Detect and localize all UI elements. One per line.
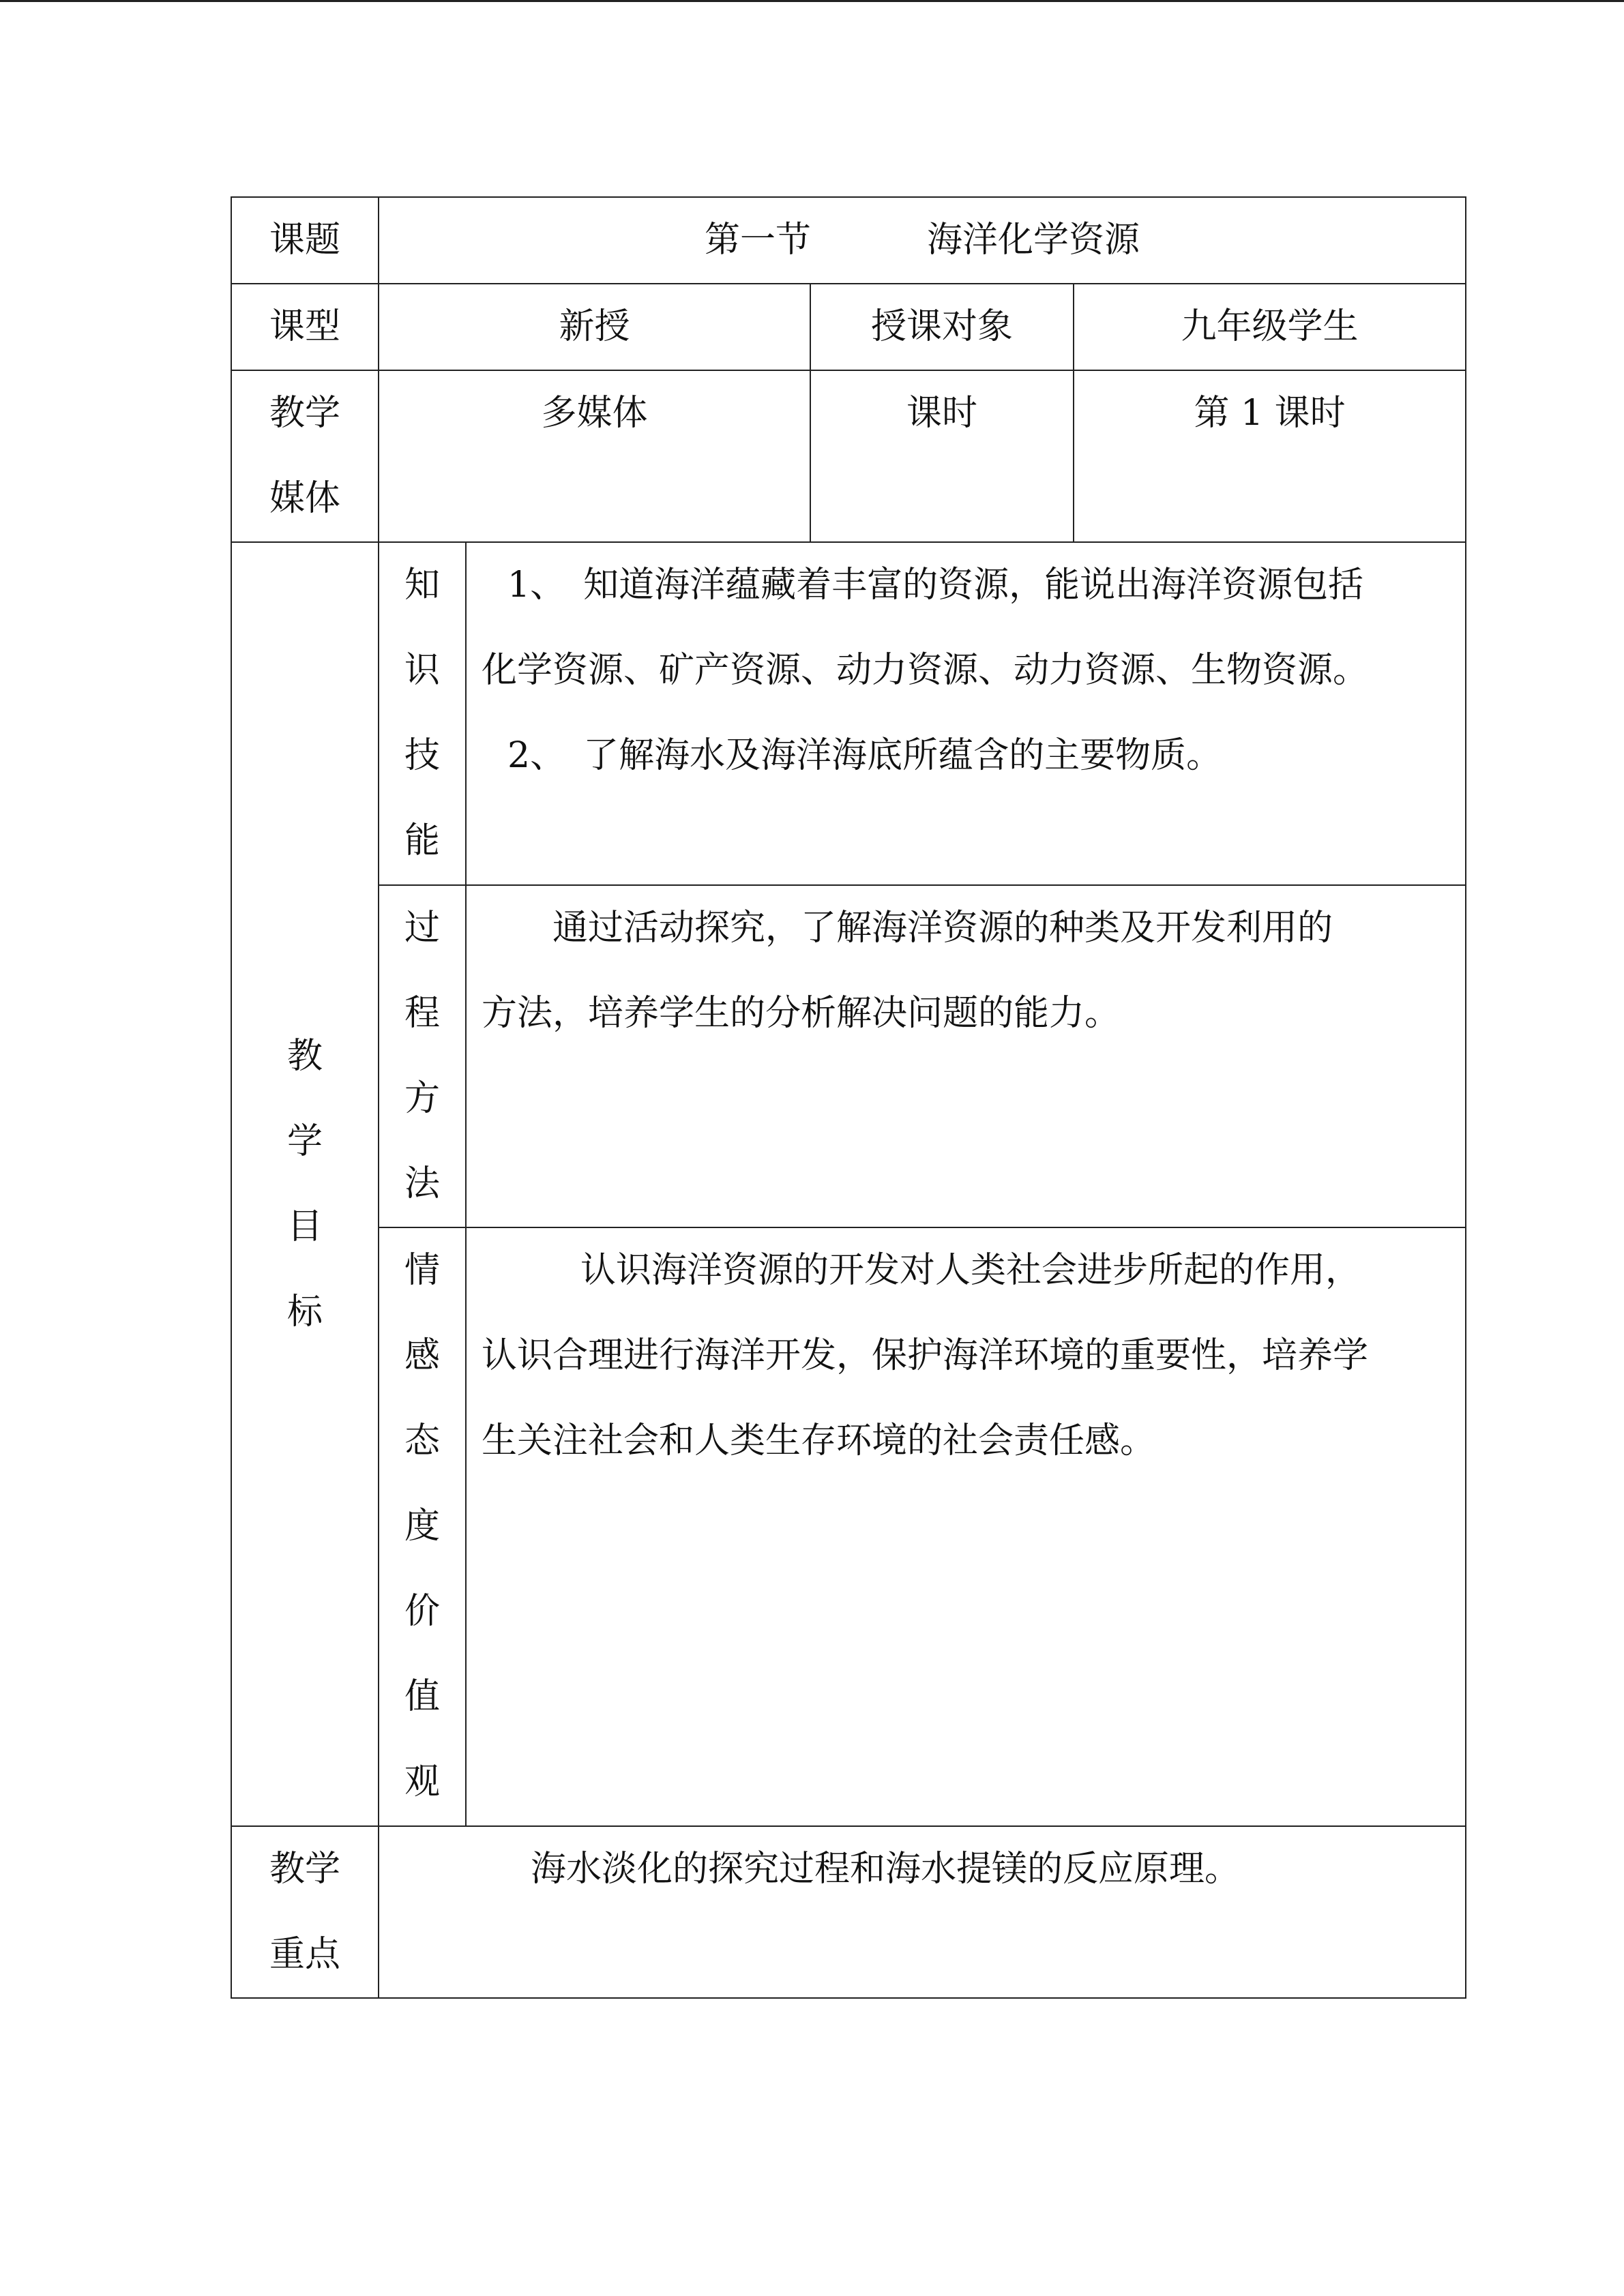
emotion-label-char: 观	[404, 1761, 440, 1802]
period-label: 课时	[810, 370, 1074, 542]
emotion-label-char: 度	[404, 1506, 440, 1547]
audience-value: 九年级学生	[1074, 284, 1466, 370]
type-row	[231, 284, 1466, 370]
process-label-char: 方	[404, 1078, 440, 1119]
focus-content	[379, 1826, 1466, 1998]
emotion-label	[379, 1227, 466, 1826]
process-row	[231, 885, 1466, 1227]
focus-label-line1: 教学	[269, 1849, 340, 1890]
emotion-label-char: 值	[404, 1676, 440, 1717]
emotion-line-1: 认识海洋资源的开发对人类社会进步所起的作用，	[580, 1250, 1361, 1291]
knowledge-row	[231, 542, 1466, 885]
focus-label	[231, 1826, 379, 1998]
lesson-plan-table	[231, 196, 1466, 1999]
audience-label: 授课对象	[810, 284, 1074, 370]
topic-row	[231, 197, 1466, 284]
process-label-char: 过	[404, 908, 440, 949]
goals-label-char: 标	[286, 1291, 323, 1332]
knowledge-label-char: 能	[404, 820, 440, 861]
focus-label-line2: 重点	[269, 1934, 340, 1975]
media-label-line2: 媒体	[269, 478, 340, 519]
emotion-label-char: 价	[404, 1591, 440, 1632]
process-label-char: 法	[404, 1163, 440, 1204]
goals-label	[231, 542, 379, 1826]
media-value: 多媒体	[379, 370, 810, 542]
knowledge-line-3: 2、 了解海水及海洋海底所蕴含的主要物质。	[507, 735, 1222, 776]
process-label	[379, 885, 466, 1227]
media-row	[231, 370, 1466, 542]
process-line-2: 方法，培养学生的分析解决问题的能力。	[482, 993, 1121, 1034]
lesson-title: 海洋化学资源	[927, 220, 1140, 260]
page-top-border	[0, 0, 1624, 2]
process-line-1: 通过活动探究，了解海洋资源的种类及开发利用的	[552, 908, 1333, 949]
knowledge-label-char: 知	[404, 565, 440, 606]
knowledge-label	[379, 542, 466, 885]
media-label-line1: 教学	[269, 393, 340, 434]
type-label: 课型	[231, 284, 379, 370]
media-label	[231, 370, 379, 542]
emotion-line-3: 生关注社会和人类生存环境的社会责任感。	[482, 1420, 1156, 1461]
knowledge-line-2: 化学资源、矿产资源、动力资源、动力资源、生物资源。	[482, 650, 1369, 691]
section-number: 第一节	[705, 220, 812, 260]
goals-label-char: 学	[286, 1120, 323, 1162]
focus-value: 海水淡化的探究过程和海水提镁的反应原理。	[531, 1849, 1241, 1890]
emotion-label-char: 感	[404, 1335, 440, 1376]
knowledge-line-1: 1、 知道海洋蕴藏着丰富的资源，能说出海洋资源包括	[507, 565, 1364, 606]
process-content	[466, 885, 1466, 1227]
type-value: 新授	[379, 284, 810, 370]
emotion-label-char: 情	[404, 1250, 440, 1291]
emotion-content	[466, 1227, 1466, 1826]
emotion-row	[231, 1227, 1466, 1826]
focus-row	[231, 1826, 1466, 1998]
topic-label: 课题	[231, 197, 379, 284]
period-value: 第 1 课时	[1074, 370, 1466, 542]
topic-title-cell	[379, 197, 1466, 284]
knowledge-label-char: 技	[404, 735, 440, 776]
emotion-label-char: 态	[404, 1420, 440, 1461]
goals-label-char: 教	[286, 1035, 323, 1077]
process-label-char: 程	[404, 993, 440, 1034]
knowledge-label-char: 识	[404, 650, 440, 691]
goals-label-char: 目	[286, 1206, 323, 1247]
emotion-line-2: 认识合理进行海洋开发，保护海洋环境的重要性，培养学	[482, 1335, 1369, 1376]
knowledge-content	[466, 542, 1466, 885]
